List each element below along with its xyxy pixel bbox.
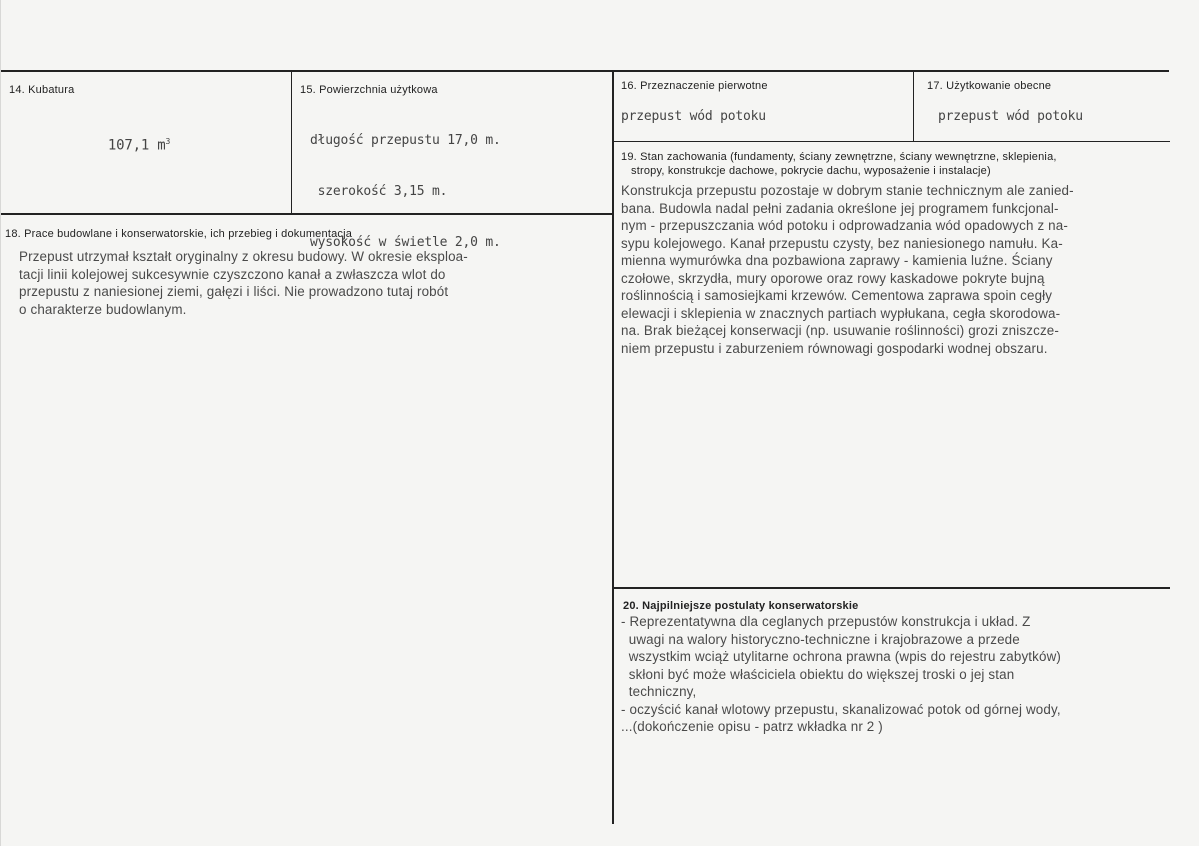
field-20-line: - oczyścić kanał wlotowy przepustu, skanalizować potok od górnej wody, <box>621 701 1061 717</box>
field-19-line: elewacji i sklepienia w znacznych partiach wypłukana, cegła skorodowa- <box>621 305 1061 321</box>
field-15-line: wysokość w świetle 2,0 m. <box>310 235 501 250</box>
field-14-value <box>75 116 170 172</box>
field-19-label-line2: stropy, konstrukcje dachowe, pokrycie dachu, wyposażenie i instalacje) <box>631 165 991 177</box>
field-17-value: przepust wód potoku <box>938 109 1083 124</box>
field-19 <box>621 151 1057 177</box>
field-20 <box>623 600 858 612</box>
field-19-line: na. Brak bieżącej konserwacji (np. usuwanie roślinności) grozi zniszcze- <box>621 323 1059 338</box>
volume-value: 107,1 m <box>107 137 166 154</box>
field-20-line: techniczny, <box>621 684 697 699</box>
field-19-line: Konstrukcja przepustu pozostaje w dobrym stanie technicznym ale zanied- <box>621 183 1074 198</box>
field-20-line: skłoni być może właściciela obiektu do większej troski o jej stan <box>621 666 1015 682</box>
field-19-line: nym - przepuszczania wód potoku i odprowadzania wód opadowych z na- <box>621 218 1068 233</box>
field-20-line: uwagi na walory historyczno-techniczne i krajobrazowe a przede <box>621 631 1020 647</box>
field-19-line: mienna wymurówka dna pozbawiona zaprawy - kamienia luźne. Ściany <box>621 253 1053 268</box>
divider-14-15 <box>291 72 292 215</box>
field-20-line: wszystkim wciąż utylitarne ochrona prawna (wpis do rejestru zabytków) <box>621 649 1062 664</box>
rule-under-14-15 <box>1 213 613 215</box>
top-rule <box>1 70 1169 72</box>
field-18-text <box>19 248 468 318</box>
field-18 <box>5 228 352 240</box>
rule-above-20 <box>613 587 1170 589</box>
field-16-label: 16. Przeznaczenie pierwotne <box>621 80 768 92</box>
divider-16-17 <box>913 72 914 142</box>
field-15-line: długość przepustu 17,0 m. <box>310 133 501 148</box>
field-14-label: 14. Kubatura <box>9 84 75 96</box>
field-16 <box>621 80 768 92</box>
field-17 <box>927 80 1051 92</box>
field-19-text <box>621 182 1074 357</box>
volume-unit-superscript: 3 <box>165 137 171 146</box>
rule-under-16-17 <box>613 141 1170 142</box>
field-18-label: 18. Prace budowlane i konserwatorskie, ich przebieg i dokumentacja <box>5 228 353 240</box>
field-15 <box>300 84 438 96</box>
field-16-value: przepust wód potoku <box>621 109 766 124</box>
field-19-line: niem przepustu i zaburzeniem równowagi gospodarki wodnej obszaru. <box>621 340 1048 356</box>
field-20-text <box>621 613 1061 736</box>
field-19-line: sypu kolejowego. Kanał przepustu czysty, bez naniesionego namułu. Ka- <box>621 235 1063 251</box>
field-18-line: Przepust utrzymał kształt oryginalny z okresu budowy. W okresie eksploa- <box>19 249 468 264</box>
field-19-label-line1: 19. Stan zachowania (fundamenty, ściany zewnętrzne, ściany wewnętrzne, sklepienia, <box>621 151 1057 163</box>
field-18-line: tacji linii kolejowej sukcesywnie czyszczono kanał a zwłaszcza wlot do <box>19 266 446 282</box>
field-20-line: - Reprezentatywna dla ceglanych przepustów konstrukcja i układ. Z <box>621 614 1031 629</box>
field-19-line: czołowe, skrzydła, mury oporowe oraz rowy kaskadowe pokryte bujną <box>621 270 1045 286</box>
field-17-label: 17. Użytkowanie obecne <box>927 80 1052 92</box>
field-19-line: bana. Budowla nadal pełni zadania określone jej programem funkcjonal- <box>621 200 1059 216</box>
divider-left-right <box>612 72 614 824</box>
field-20-label: 20. Najpilniejsze postulaty konserwatorskie <box>623 600 859 612</box>
field-15-line: szerokość 3,15 m. <box>310 184 448 199</box>
field-14 <box>9 84 74 96</box>
field-19-line: roślinnością i samosiejkami krzewów. Cementowa zaprawa spoin cegły <box>621 288 1053 303</box>
field-18-line: o charakterze budowlanym. <box>19 301 187 317</box>
field-15-label: 15. Powierzchnia użytkowa <box>300 84 438 96</box>
field-20-line: ...(dokończenie opisu - patrz wkładka nr 2 ) <box>621 719 883 734</box>
field-18-line: przepustu z naniesionej ziemi, gałęzi i liści. Nie prowadzono tutaj robót <box>19 284 449 299</box>
